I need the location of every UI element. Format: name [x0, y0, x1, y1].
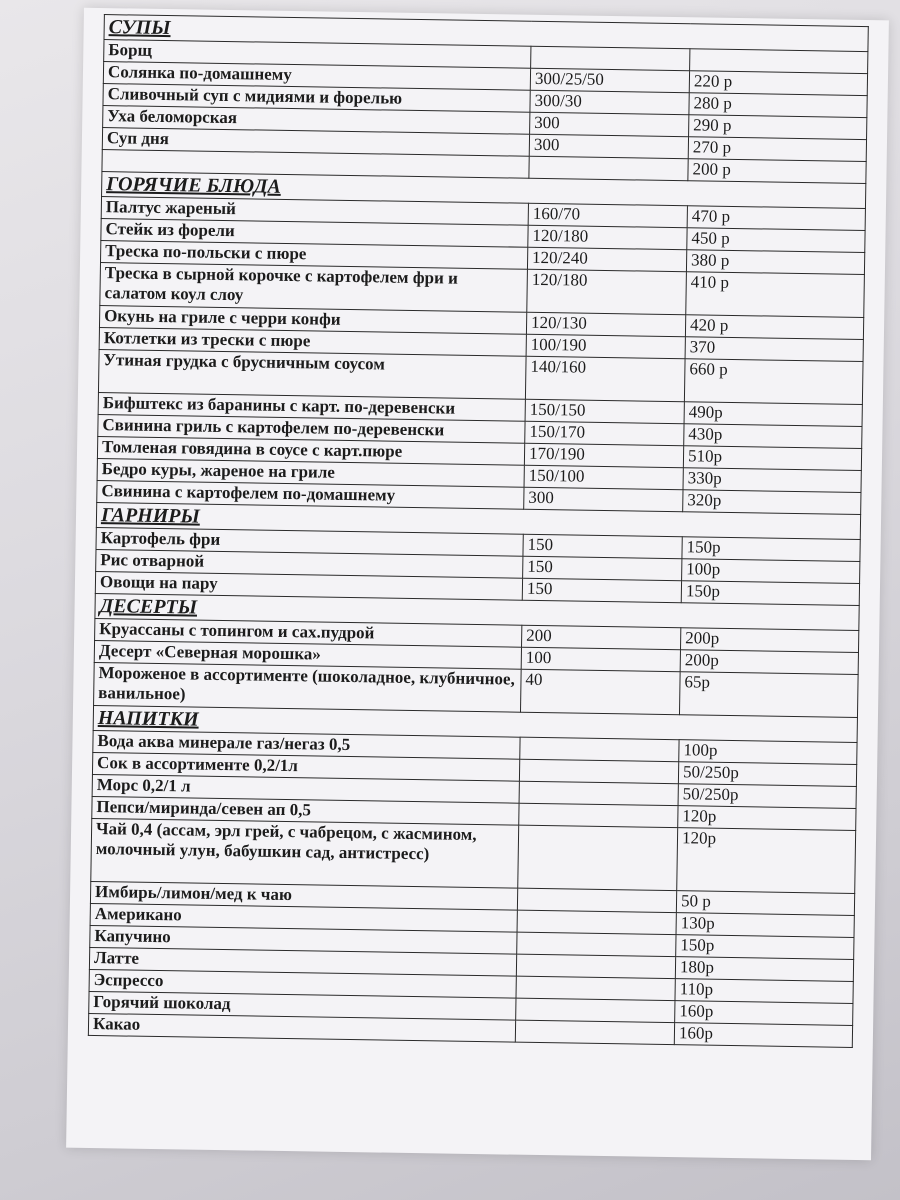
- item-weight: 200: [522, 625, 681, 649]
- item-weight: 300: [529, 134, 688, 158]
- item-name: Круассаны с топингом и сах.пудрой: [95, 618, 522, 647]
- section-title: НАПИТКИ: [93, 705, 857, 742]
- item-price: 150р: [681, 581, 859, 606]
- item-price: 160р: [675, 1001, 853, 1026]
- item-name: Свинина гриль с картофелем по-деревенски: [98, 415, 525, 444]
- item-price: 370: [685, 337, 863, 362]
- item-price: 100р: [682, 559, 860, 584]
- item-weight: 300: [524, 487, 683, 511]
- item-weight: 120/240: [527, 247, 686, 271]
- item-name: Треска по-польски с пюре: [101, 241, 528, 270]
- item-price: 65р: [679, 672, 858, 718]
- item-weight: [531, 46, 690, 70]
- item-weight: 120/180: [527, 269, 687, 314]
- item-weight: [519, 803, 678, 827]
- item-name: Борщ: [104, 40, 531, 69]
- item-price: 180р: [675, 957, 853, 982]
- menu-table: [88, 14, 869, 1048]
- item-name: Капучино: [90, 925, 517, 954]
- item-price: 100р: [679, 740, 857, 765]
- item-weight: 120/180: [528, 225, 687, 249]
- item-name: Латте: [89, 947, 516, 976]
- item-name: Чай 0,4 (ассам, эрл грей, с чабрецом, с жасмином, молочный улун, бабушкин сад, антистресс): [91, 818, 519, 888]
- item-weight: 150: [522, 578, 681, 602]
- item-name: Свинина с картофелем по-домашнему: [97, 481, 524, 510]
- item-name: Томленая говядина в соусе с карт.пюре: [97, 437, 524, 466]
- item-price: 50/250р: [678, 784, 856, 809]
- item-price: 120р: [678, 806, 856, 831]
- item-price: 330р: [683, 468, 861, 493]
- item-price: 290 р: [689, 115, 867, 140]
- item-price: 120р: [677, 828, 856, 894]
- item-price: 510р: [683, 446, 861, 471]
- item-price: 50/250р: [678, 762, 856, 787]
- item-weight: 170/190: [524, 443, 683, 467]
- item-weight: [517, 888, 676, 912]
- item-price: 110р: [675, 979, 853, 1004]
- item-price: 200 р: [688, 159, 866, 184]
- item-name: Эспрессо: [89, 969, 516, 998]
- item-name: Морс 0,2/1 л: [92, 774, 519, 803]
- item-price: 490р: [684, 402, 862, 427]
- item-weight: [519, 759, 678, 783]
- item-name: Десерт «Северная морошка»: [94, 640, 521, 669]
- item-weight: [518, 825, 678, 890]
- item-name: Овощи на пару: [95, 572, 522, 601]
- item-name: Утиная грудка с брусничным соусом: [98, 350, 526, 400]
- item-price: 320р: [683, 490, 861, 515]
- item-weight: [516, 976, 675, 1000]
- item-name: Горячий шоколад: [89, 991, 516, 1020]
- section-title: СУПЫ: [104, 15, 868, 52]
- item-name: Вода аква минерале газ/негаз 0,5: [93, 730, 520, 759]
- item-price: 430р: [684, 424, 862, 449]
- item-name: Окунь на гриле с черри конфи: [99, 306, 526, 335]
- section-title: ДЕСЕРТЫ: [95, 593, 859, 630]
- item-weight: [520, 737, 679, 761]
- item-name: Сливочный суп с мидиями и форелью: [103, 84, 530, 113]
- item-price: 380 р: [686, 250, 864, 275]
- item-price: 470 р: [687, 206, 865, 231]
- item-weight: 300: [530, 112, 689, 136]
- item-price: 150р: [682, 537, 860, 562]
- item-name: Суп дня: [102, 128, 529, 157]
- item-price: 280 р: [689, 93, 867, 118]
- item-weight: 120/130: [526, 312, 685, 336]
- section-title: ГАРНИРЫ: [96, 503, 860, 540]
- item-price: 200р: [680, 628, 858, 653]
- item-weight: 300/25/50: [530, 68, 689, 92]
- menu-sheet: [66, 8, 889, 1161]
- item-price: 160р: [674, 1023, 852, 1048]
- item-price: 220 р: [689, 71, 867, 96]
- item-name: Рис отварной: [96, 550, 523, 579]
- item-price: 200р: [680, 650, 858, 675]
- item-price: 450 р: [687, 228, 865, 253]
- item-name: Американо: [90, 903, 517, 932]
- item-name: Мороженое в ассортименте (шоколадное, клубничное, ванильное): [94, 662, 522, 712]
- item-weight: 150/100: [524, 465, 683, 489]
- item-name: Пепси/миринда/севен ап 0,5: [92, 796, 519, 825]
- item-name: Палтус жареный: [101, 197, 528, 226]
- item-name: Сок в ассортименте 0,2/1л: [92, 752, 519, 781]
- item-price: 410 р: [686, 272, 865, 318]
- item-name: Солянка по-домашнему: [103, 62, 530, 91]
- menu-row: [91, 818, 856, 893]
- section-title: ГОРЯЧИЕ БЛЮДА: [102, 172, 866, 209]
- item-weight: 160/70: [528, 203, 687, 227]
- item-name: Какао: [88, 1013, 515, 1042]
- item-name: Треска в сырной корочке с картофелем фри и салатом коул слоу: [100, 263, 528, 313]
- item-weight: [517, 932, 676, 956]
- item-weight: 150: [523, 556, 682, 580]
- item-name: Уха беломорская: [103, 106, 530, 135]
- item-weight: [516, 998, 675, 1022]
- item-name: Стейк из форели: [101, 219, 528, 248]
- item-price: 50 р: [676, 891, 854, 916]
- item-weight: [519, 781, 678, 805]
- item-price: 150р: [676, 935, 854, 960]
- item-name: Котлетки из трески с пюре: [99, 328, 526, 357]
- item-name: Бифштекс из баранины с карт. по-деревенски: [98, 393, 525, 422]
- item-price: [690, 49, 868, 74]
- item-weight: 40: [520, 669, 680, 714]
- item-price: 660 р: [684, 359, 863, 405]
- item-price: 130р: [676, 913, 854, 938]
- item-weight: 150/150: [525, 399, 684, 423]
- item-weight: 100: [521, 647, 680, 671]
- item-price: 420 р: [685, 315, 863, 340]
- item-weight: [517, 910, 676, 934]
- item-weight: 140/160: [525, 356, 685, 401]
- item-weight: 150/170: [525, 421, 684, 445]
- item-name: Бедро куры, жареное на гриле: [97, 459, 524, 488]
- item-weight: [529, 156, 688, 180]
- item-name: Имбирь/лимон/мед к чаю: [90, 881, 517, 910]
- item-weight: 300/30: [530, 90, 689, 114]
- item-name: Картофель фри: [96, 528, 523, 557]
- item-weight: 150: [523, 534, 682, 558]
- item-price: 270 р: [688, 137, 866, 162]
- item-weight: [516, 954, 675, 978]
- item-weight: [515, 1020, 674, 1044]
- item-weight: 100/190: [526, 334, 685, 358]
